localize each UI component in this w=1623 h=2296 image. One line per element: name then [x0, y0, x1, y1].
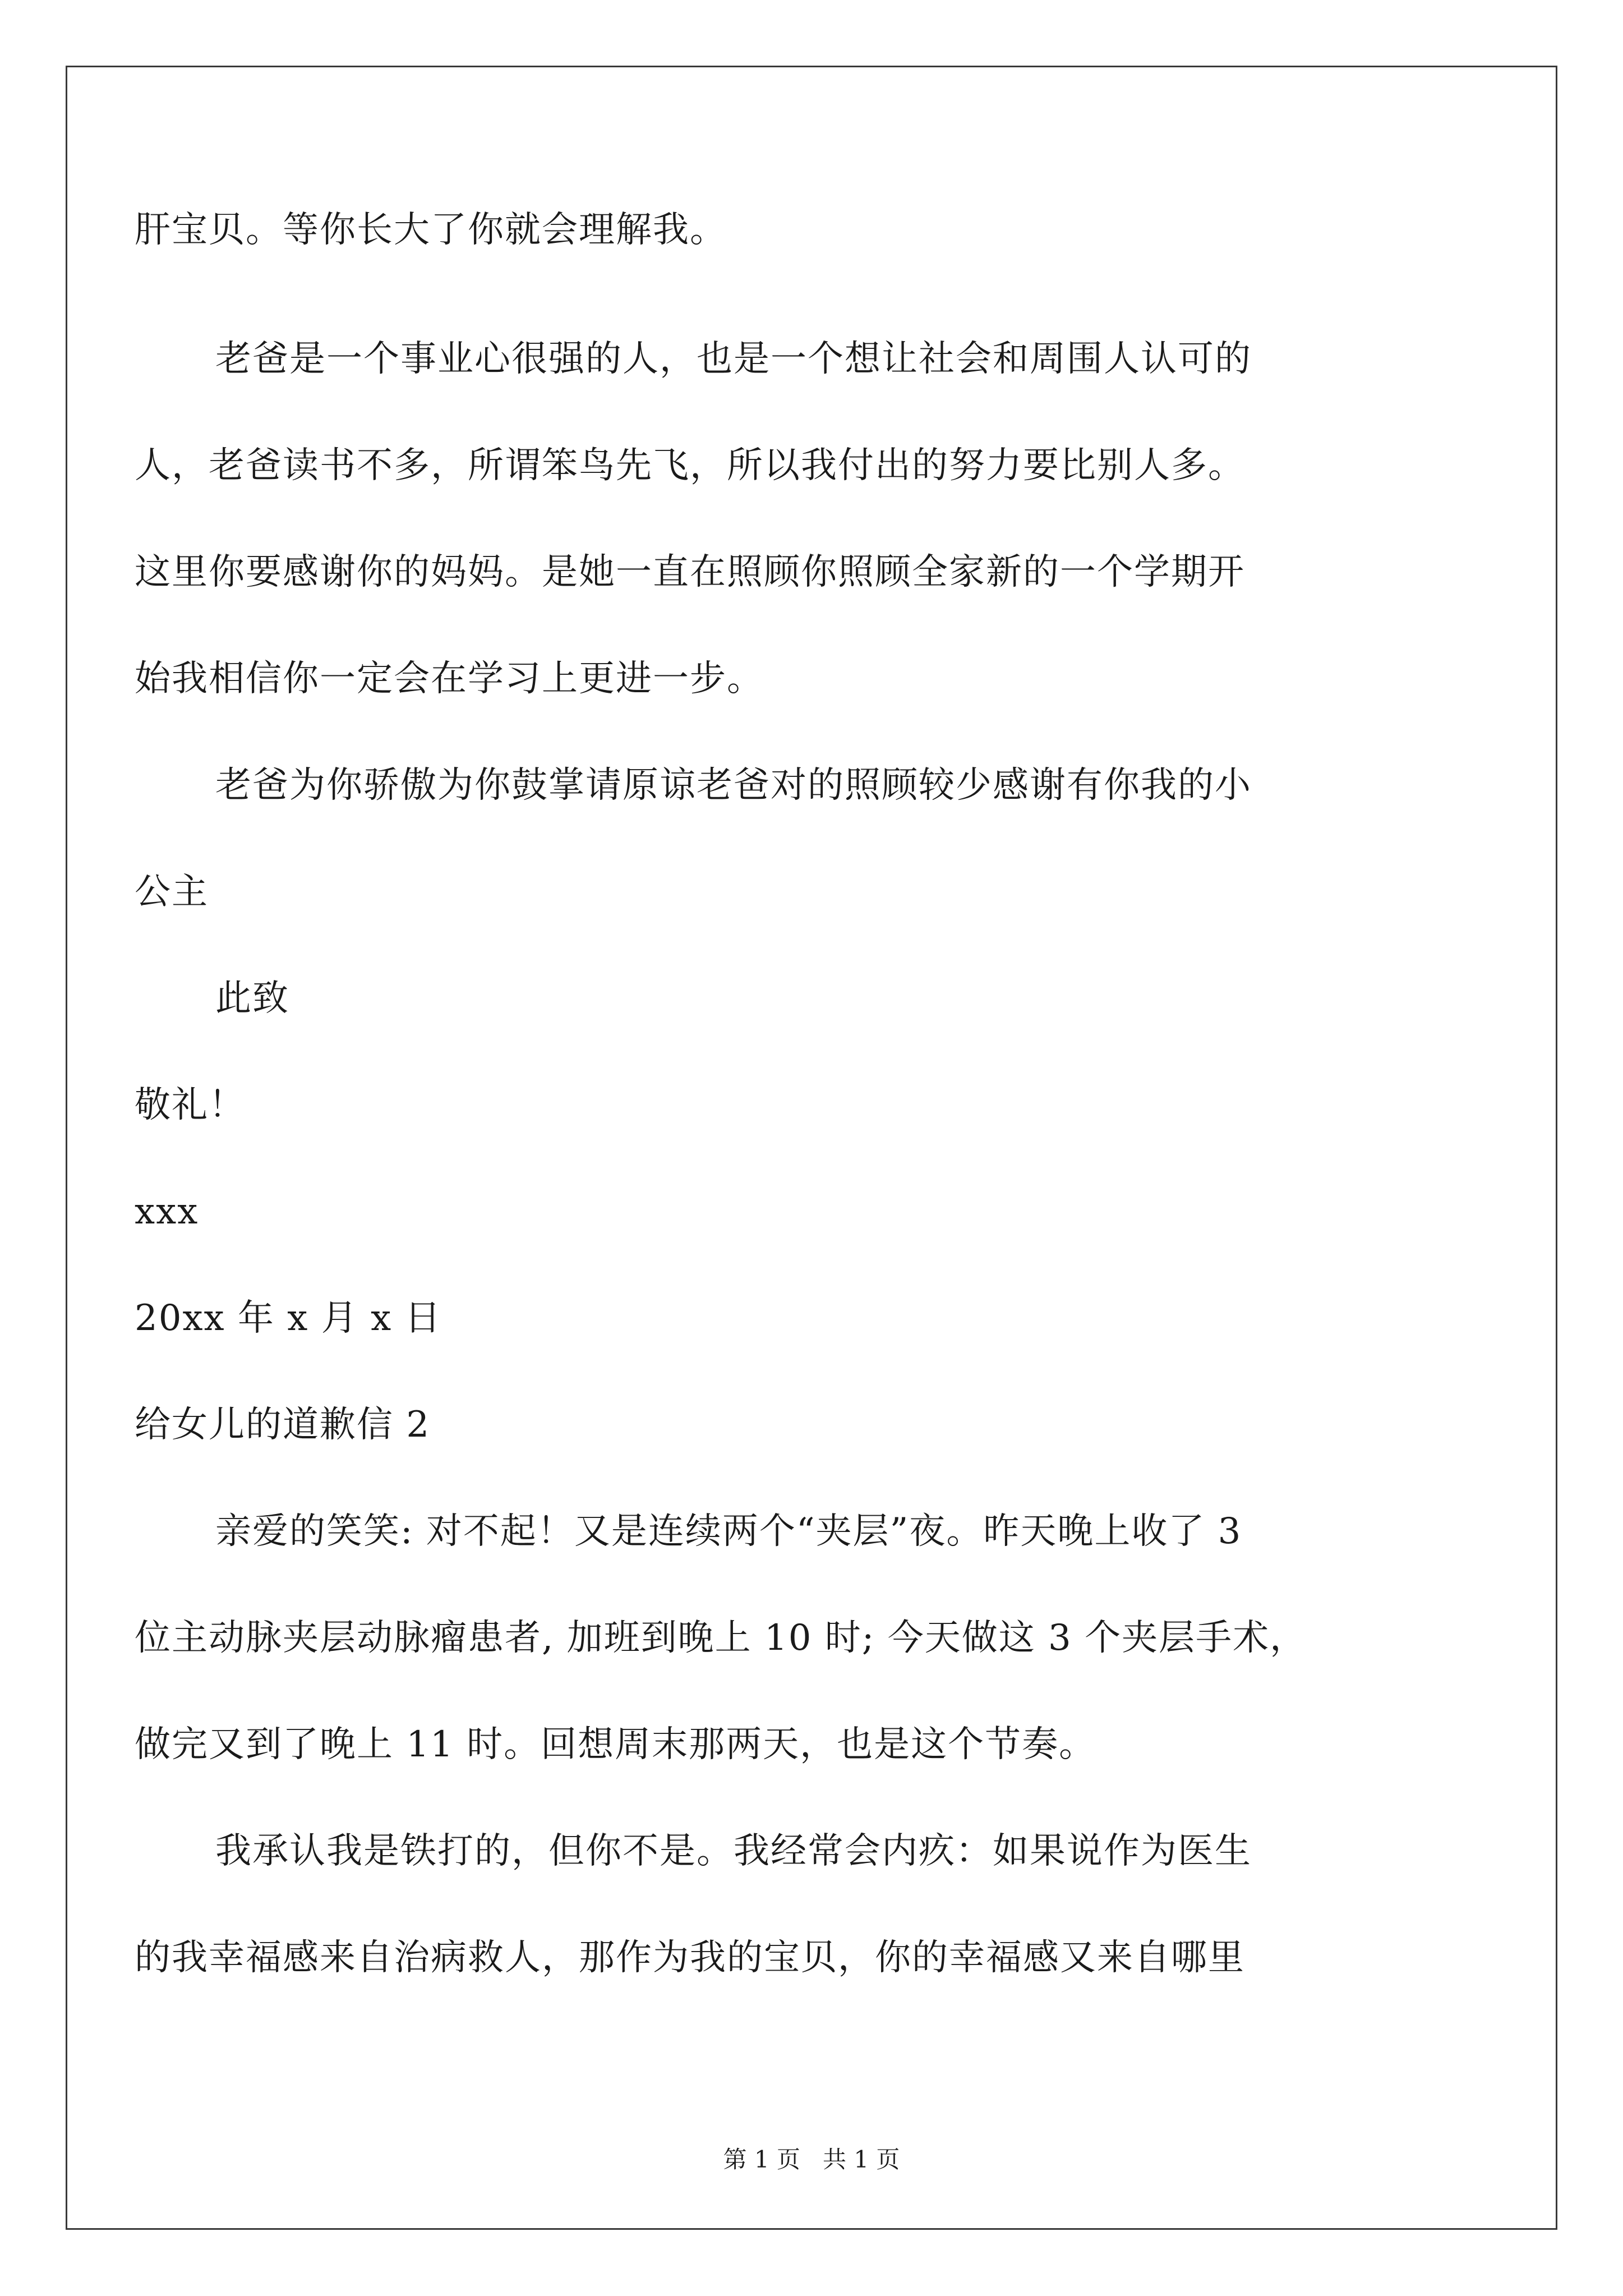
- paragraph-line: 的我幸福感来自治病救人，那作为我的宝贝，你的幸福感又来自哪里: [135, 1937, 1245, 1978]
- closing-regards: 敬礼！: [135, 1084, 246, 1126]
- page-total: 共 1 页: [823, 2146, 900, 2173]
- signature: xxx: [135, 1191, 199, 1232]
- paragraph-line: 始我相信你一定会在学习上更进一步。: [135, 658, 764, 700]
- section-title: 给女儿的道歉信 2: [135, 1404, 431, 1446]
- paragraph-line: 位主动脉夹层动脉瘤患者, 加班到晚上 10 时; 今天做这 3 个夹层手术，: [135, 1617, 1307, 1659]
- paragraph-line: 人，老爸读书不多，所谓笨鸟先飞，所以我付出的努力要比别人多。: [135, 445, 1245, 486]
- paragraph-line: 公主: [135, 871, 209, 913]
- paragraph-line: 做完又到了晚上 11 时。回想周末那两天，也是这个节奏。: [135, 1724, 1096, 1765]
- closing-salutation: 此致: [215, 978, 289, 1019]
- paragraph-line: 这里你要感谢你的妈妈。是她一直在照顾你照顾全家新的一个学期开: [135, 551, 1245, 593]
- paragraph-line: 肝宝贝。等你长大了你就会理解我。: [135, 209, 727, 251]
- paragraph-line: 老爸为你骄傲为你鼓掌请原谅老爸对的照顾较少感谢有你我的小: [215, 765, 1252, 806]
- page-number: 第 1 页: [723, 2146, 800, 2173]
- paragraph-line: 我承认我是铁打的，但你不是。我经常会内疚：如果说作为医生: [215, 1830, 1252, 1872]
- paragraph-line: 亲爱的笑笑: 对不起！又是连续两个“夹层”夜。昨天晚上收了 3: [215, 1511, 1242, 1552]
- paragraph-line: 老爸是一个事业心很强的人，也是一个想让社会和周围人认可的: [215, 338, 1252, 380]
- page-footer: [0, 2143, 1623, 2177]
- date-line: 20xx 年 x 月 x 日: [135, 1297, 442, 1339]
